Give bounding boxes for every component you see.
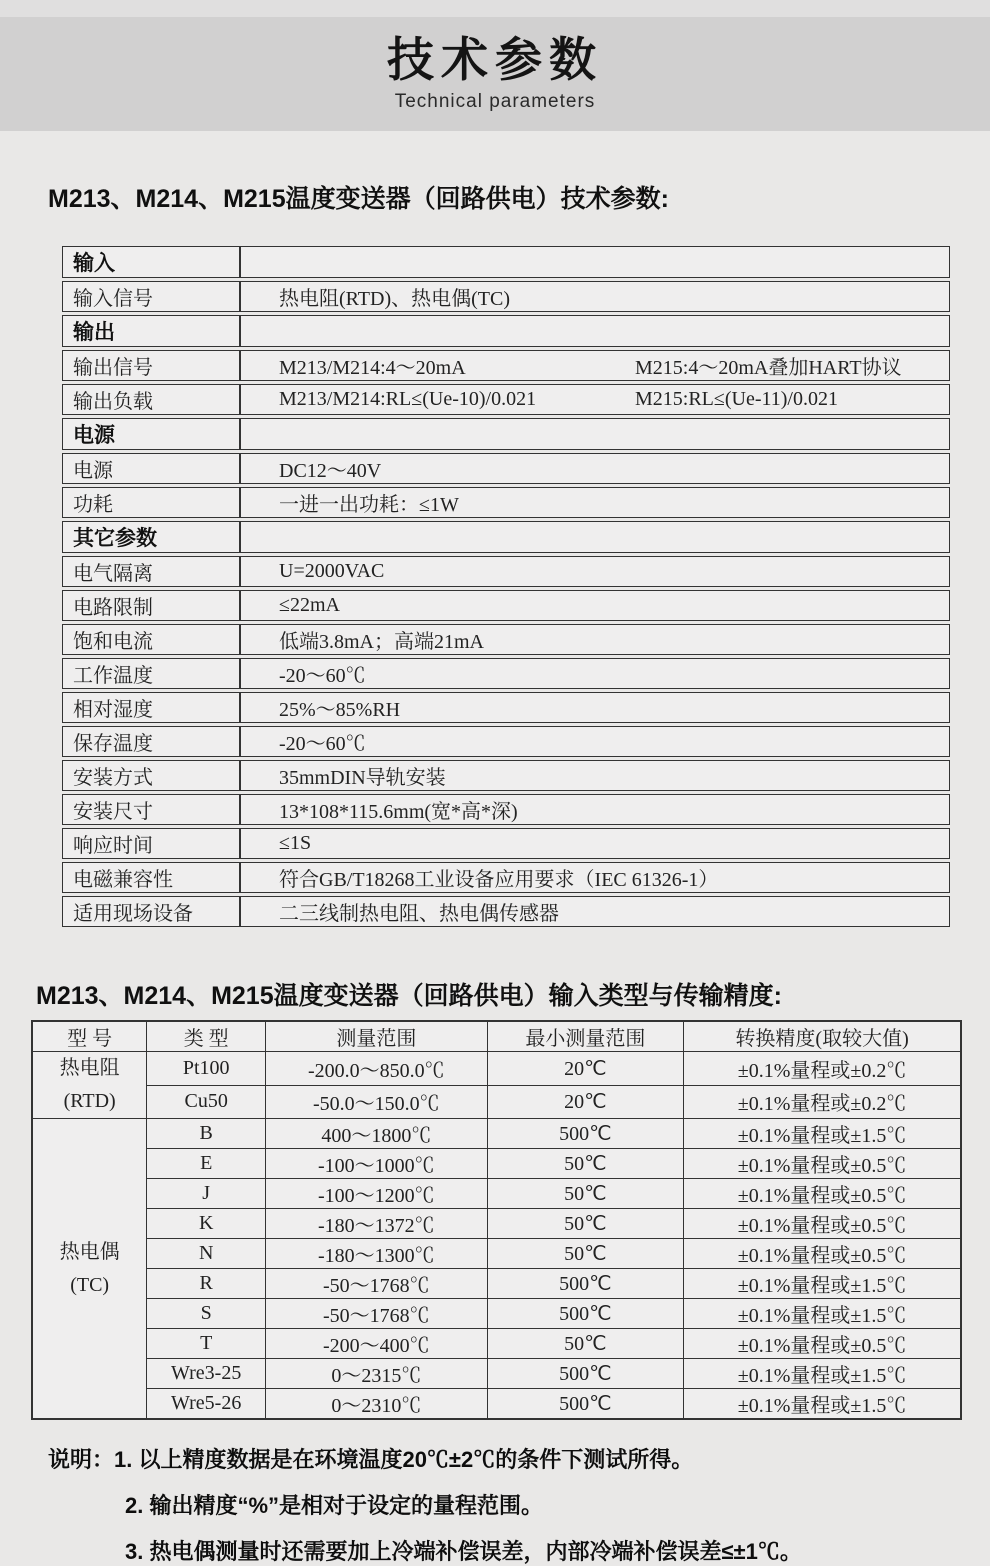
type-cell: J: [147, 1179, 266, 1209]
table-row: [62, 794, 950, 825]
type-cell: Wre5-26: [147, 1389, 266, 1420]
min-range-cell: 50℃: [487, 1329, 684, 1359]
note-line-2: 2. 输出精度“%”是相对于设定的量程范围。: [125, 1493, 544, 1518]
param-value: -20～60℃: [240, 726, 950, 757]
table-row: [62, 246, 950, 278]
column-header: 测量范围: [266, 1021, 488, 1052]
param-value: DC12～40V: [240, 453, 950, 484]
param-label: 输出: [62, 315, 240, 347]
param-label: 电路限制: [62, 590, 240, 621]
column-header: 类 型: [147, 1021, 266, 1052]
type-cell: Cu50: [147, 1085, 266, 1119]
param-value-part1: M213/M214:RL≤(Ue-10)/0.021: [279, 388, 537, 410]
accuracy-cell: ±0.1%量程或±0.2℃: [684, 1085, 961, 1119]
range-cell: -180～1300℃: [266, 1239, 488, 1269]
table-row: [62, 453, 950, 484]
param-label: 输出信号: [62, 350, 240, 381]
table-row: [62, 556, 950, 587]
table-row: [62, 487, 950, 518]
min-range-cell: 20℃: [487, 1052, 684, 1086]
type-cell: R: [147, 1269, 266, 1299]
table-row: [62, 862, 950, 893]
param-value: [240, 246, 950, 278]
min-range-cell: 50℃: [487, 1149, 684, 1179]
param-label: 其它参数: [62, 521, 240, 553]
param-label: 安装方式: [62, 760, 240, 791]
accuracy-cell: ±0.1%量程或±1.5℃: [684, 1299, 961, 1329]
param-label: 功耗: [62, 487, 240, 518]
table-row: [62, 828, 950, 859]
range-cell: -50.0～150.0℃: [266, 1085, 488, 1119]
range-cell: 0～2310℃: [266, 1389, 488, 1420]
range-cell: -200.0～850.0℃: [266, 1052, 488, 1086]
param-value-part1: M213/M214:4～20mA: [279, 357, 466, 379]
param-value-part2: M215:RL≤(Ue-11)/0.021: [635, 388, 838, 410]
param-label: 工作温度: [62, 658, 240, 689]
range-cell: -200～400℃: [266, 1329, 488, 1359]
table-row: [62, 692, 950, 723]
title-banner: [0, 17, 990, 131]
param-value: 一进一出功耗：≤1W: [240, 487, 950, 518]
param-value: ≤22mA: [240, 590, 950, 621]
table-row: [62, 418, 950, 450]
accuracy-cell: ±0.1%量程或±0.2℃: [684, 1052, 961, 1086]
param-value: 35mmDIN导轨安装: [240, 760, 950, 791]
min-range-cell: 50℃: [487, 1179, 684, 1209]
table-row: [62, 350, 950, 381]
table-row: [62, 590, 950, 621]
min-range-cell: 500℃: [487, 1359, 684, 1389]
accuracy-cell: ±0.1%量程或±1.5℃: [684, 1359, 961, 1389]
range-cell: 0～2315℃: [266, 1359, 488, 1389]
range-cell: -50～1768℃: [266, 1269, 488, 1299]
table-row: [32, 1052, 961, 1086]
param-label: 输入: [62, 246, 240, 278]
min-range-cell: 500℃: [487, 1389, 684, 1420]
param-label: 电源: [62, 418, 240, 450]
type-cell: Pt100: [147, 1052, 266, 1086]
note-line-1: 说明：1. 以上精度数据是在环境温度20℃±2℃的条件下测试所得。: [48, 1447, 694, 1472]
page-subtitle: Technical parameters: [394, 91, 596, 112]
accuracy-cell: ±0.1%量程或±0.5℃: [684, 1329, 961, 1359]
param-value: ≤1S: [240, 828, 950, 859]
param-value: [240, 418, 950, 450]
table-row: [62, 521, 950, 553]
notes-section: [0, 1446, 990, 1566]
table-row: [62, 384, 950, 415]
accuracy-cell: ±0.1%量程或±1.5℃: [684, 1389, 961, 1420]
param-label: 电气隔离: [62, 556, 240, 587]
table-row: [32, 1269, 961, 1299]
table-row: [62, 658, 950, 689]
table-row: [32, 1239, 961, 1269]
min-range-cell: 500℃: [487, 1119, 684, 1149]
type-cell: E: [147, 1149, 266, 1179]
column-header: 转换精度(取较大值): [684, 1021, 961, 1052]
type-cell: B: [147, 1119, 266, 1149]
param-value: 二三线制热电阻、热电偶传感器: [240, 896, 950, 927]
table-row: [32, 1329, 961, 1359]
param-label: 相对湿度: [62, 692, 240, 723]
param-value: U=2000VAC: [240, 556, 950, 587]
table-row: [62, 624, 950, 655]
param-value: [240, 350, 950, 381]
table-row: [32, 1359, 961, 1389]
param-label: 电磁兼容性: [62, 862, 240, 893]
type-cell: Wre3-25: [147, 1359, 266, 1389]
table-row: [62, 726, 950, 757]
param-value: 低端3.8mA；高端21mA: [240, 624, 950, 655]
param-label: 电源: [62, 453, 240, 484]
table-row: [32, 1209, 961, 1239]
param-value: 13*108*115.6mm(宽*高*深): [240, 794, 950, 825]
type-cell: K: [147, 1209, 266, 1239]
param-value: -20～60℃: [240, 658, 950, 689]
column-header: 最小测量范围: [487, 1021, 684, 1052]
param-label: 适用现场设备: [62, 896, 240, 927]
min-range-cell: 50℃: [487, 1239, 684, 1269]
range-cell: -180～1372℃: [266, 1209, 488, 1239]
param-label: 安装尺寸: [62, 794, 240, 825]
param-label: 输出负载: [62, 384, 240, 415]
param-label: 响应时间: [62, 828, 240, 859]
section1-heading: M213、M214、M215温度变送器（回路供电）技术参数:: [48, 185, 669, 213]
accuracy-cell: ±0.1%量程或±1.5℃: [684, 1269, 961, 1299]
column-header: 型 号: [32, 1021, 147, 1052]
param-value: [240, 315, 950, 347]
param-value: [240, 521, 950, 553]
page-title: 技术参数: [387, 33, 603, 86]
table-row: [62, 896, 950, 927]
range-cell: 400～1800℃: [266, 1119, 488, 1149]
table-row: [32, 1085, 961, 1119]
group-name: 热电阻: [59, 1057, 120, 1079]
min-range-cell: 20℃: [487, 1085, 684, 1119]
type-cell: N: [147, 1239, 266, 1269]
table-row: [62, 760, 950, 791]
min-range-cell: 500℃: [487, 1299, 684, 1329]
range-cell: -100～1000℃: [266, 1149, 488, 1179]
accuracy-table: [31, 1020, 962, 1420]
range-cell: -100～1200℃: [266, 1179, 488, 1209]
min-range-cell: 500℃: [487, 1269, 684, 1299]
top-strip: [0, 0, 990, 17]
group-cell-tc: [32, 1119, 147, 1420]
accuracy-cell: ±0.1%量程或±1.5℃: [684, 1119, 961, 1149]
section2-heading: M213、M214、M215温度变送器（回路供电）输入类型与传输精度:: [36, 982, 782, 1010]
accuracy-cell: ±0.1%量程或±0.5℃: [684, 1239, 961, 1269]
table-row: [62, 281, 950, 312]
param-value: [240, 384, 950, 415]
param-label: 输入信号: [62, 281, 240, 312]
type-cell: T: [147, 1329, 266, 1359]
param-value: 热电阻(RTD)、热电偶(TC): [240, 281, 950, 312]
accuracy-cell: ±0.1%量程或±0.5℃: [684, 1209, 961, 1239]
table-row: [32, 1389, 961, 1420]
type-cell: S: [147, 1299, 266, 1329]
table-header-row: [32, 1021, 961, 1052]
param-value-part2: M215:4～20mA叠加HART协议: [635, 357, 902, 379]
accuracy-cell: ±0.1%量程或±0.5℃: [684, 1149, 961, 1179]
table-row: [32, 1179, 961, 1209]
param-value: 符合GB/T18268工业设备应用要求（IEC 61326-1）: [240, 862, 950, 893]
accuracy-cell: ±0.1%量程或±0.5℃: [684, 1179, 961, 1209]
param-label: 保存温度: [62, 726, 240, 757]
min-range-cell: 50℃: [487, 1209, 684, 1239]
table-row: [32, 1299, 961, 1329]
group-code: (RTD): [63, 1090, 116, 1112]
table-row: [32, 1149, 961, 1179]
param-value: 25%～85%RH: [240, 692, 950, 723]
table-row: [32, 1119, 961, 1149]
group-name: 热电偶: [59, 1240, 120, 1263]
parameters-table: [62, 243, 950, 930]
group-code: (TC): [70, 1273, 110, 1296]
table-row: [62, 315, 950, 347]
range-cell: -50～1768℃: [266, 1299, 488, 1329]
note-line-3: 3. 热电偶测量时还需要加上冷端补偿误差，内部冷端补偿误差≤±1℃。: [125, 1539, 802, 1564]
param-label: 饱和电流: [62, 624, 240, 655]
group-cell-rtd: [32, 1052, 147, 1119]
